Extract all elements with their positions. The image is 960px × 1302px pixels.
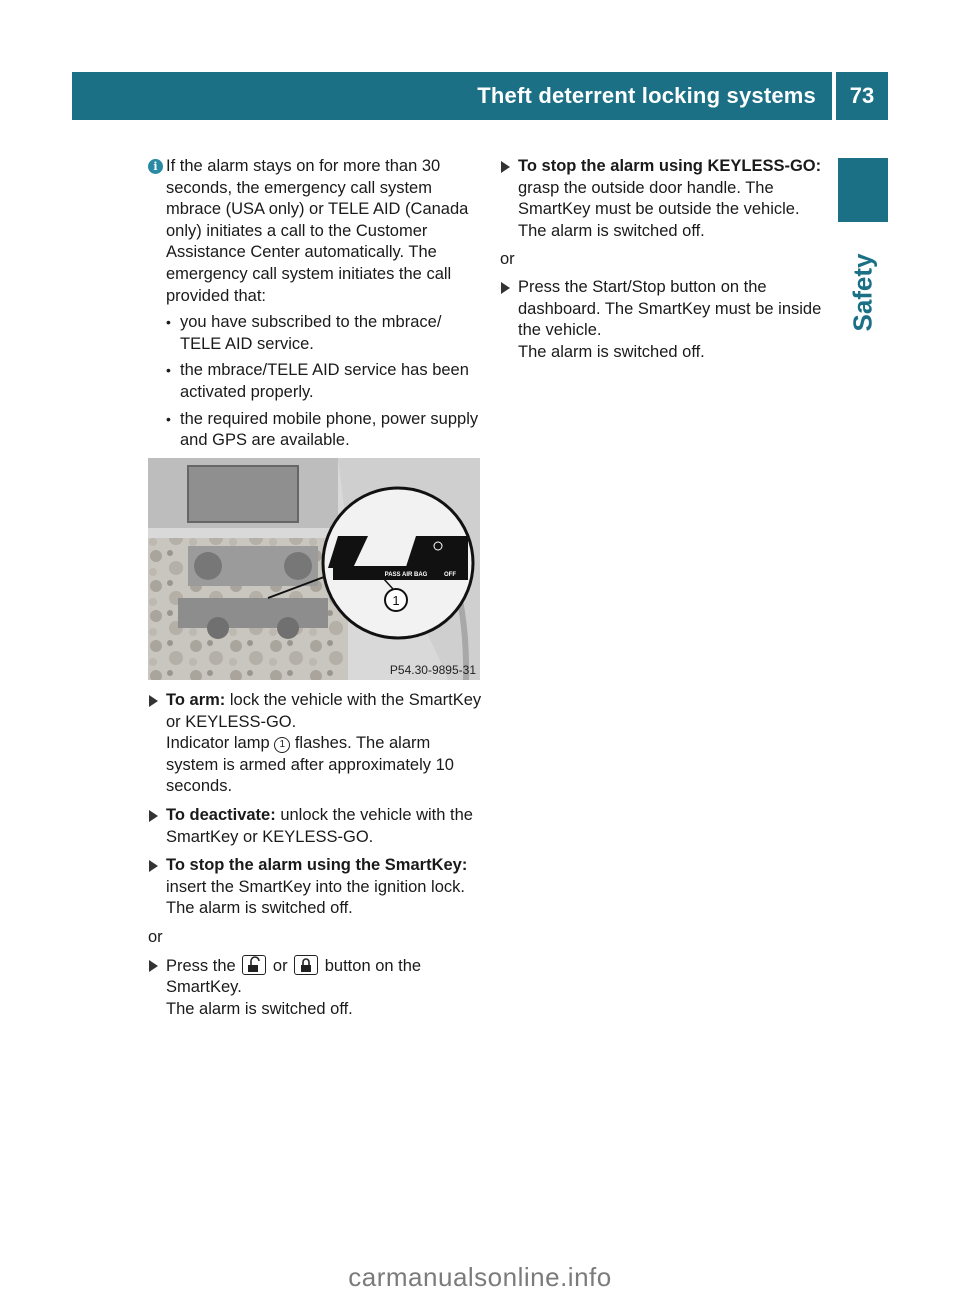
or-text: or	[148, 927, 163, 946]
info-bullets	[166, 312, 482, 452]
panel-off-label: OFF	[444, 572, 456, 578]
arrow-icon	[501, 282, 510, 294]
bullet-icon: •	[166, 314, 171, 331]
step-deactivate: To deactivate: unlock the vehicle with the SmartKey or KEYLESS-GO.	[148, 805, 482, 848]
arrow-icon	[149, 860, 158, 872]
side-tab-label: Safety	[847, 252, 878, 332]
lock-icon	[294, 955, 318, 975]
unlock-icon	[242, 955, 266, 975]
dashboard-illustration	[148, 458, 480, 680]
arrow-icon	[501, 161, 510, 173]
left-steps	[148, 690, 482, 1027]
right-column	[500, 156, 830, 370]
left-column	[148, 156, 482, 457]
info-note	[148, 156, 482, 452]
watermark: carmanualsonline.info	[348, 1262, 612, 1292]
bullet-icon: •	[166, 362, 171, 379]
arrow-icon	[149, 695, 158, 707]
arrow-icon	[149, 810, 158, 822]
list-item: • the mbrace/TELE AID service has been activated properly.	[166, 361, 469, 401]
indicator-lamp-number: 1	[274, 737, 290, 753]
info-icon: i	[148, 159, 163, 174]
step-stop-keyless: To stop the alarm using KEYLESS-GO: grasp the outside door handle. The SmartKey must be outside the vehicle. The alarm is switched off.	[500, 156, 830, 242]
step-start-stop: Press the Start/Stop button on the dashboard. The SmartKey must be inside the vehicle. The alarm is switched off.	[500, 277, 830, 363]
step-press-button: Press the or button on the SmartKey. The alarm is switched off.	[148, 955, 482, 1021]
step-stop-smartkey: To stop the alarm using the SmartKey: insert the SmartKey into the ignition lock. The alarm is switched off.	[148, 855, 482, 920]
or-text: or	[500, 250, 515, 269]
dashboard-figure	[148, 458, 480, 680]
info-note-text: If the alarm stays on for more than 30 seconds, the emergency call system mbrace (USA only) or TELE AID (Canada only) initiates a call to the Customer Assistance Center automatically. The emergency call system initiates the call provided that:	[166, 157, 469, 305]
page-number: 73	[849, 83, 875, 108]
step-arm: To arm: lock the vehicle with the SmartKey or KEYLESS-GO. Indicator lamp 1 flashes. The alarm system is armed after approximately 10 seconds.	[148, 690, 482, 798]
panel-label: PASS AIR BAG	[384, 572, 428, 578]
section-title: Theft deterrent locking systems	[477, 83, 816, 108]
page-header	[72, 72, 888, 120]
bullet-icon: •	[166, 410, 171, 427]
list-item: • the required mobile phone, power supply and GPS are available.	[166, 409, 479, 450]
figure-caption: P54.30-9895-31	[389, 663, 476, 677]
callout-number: 1	[392, 593, 400, 608]
side-tab	[838, 232, 888, 352]
side-tab-block	[838, 158, 888, 222]
list-item: • you have subscribed to the mbrace/ TELE AID service.	[166, 313, 442, 353]
arrow-icon	[149, 960, 158, 972]
